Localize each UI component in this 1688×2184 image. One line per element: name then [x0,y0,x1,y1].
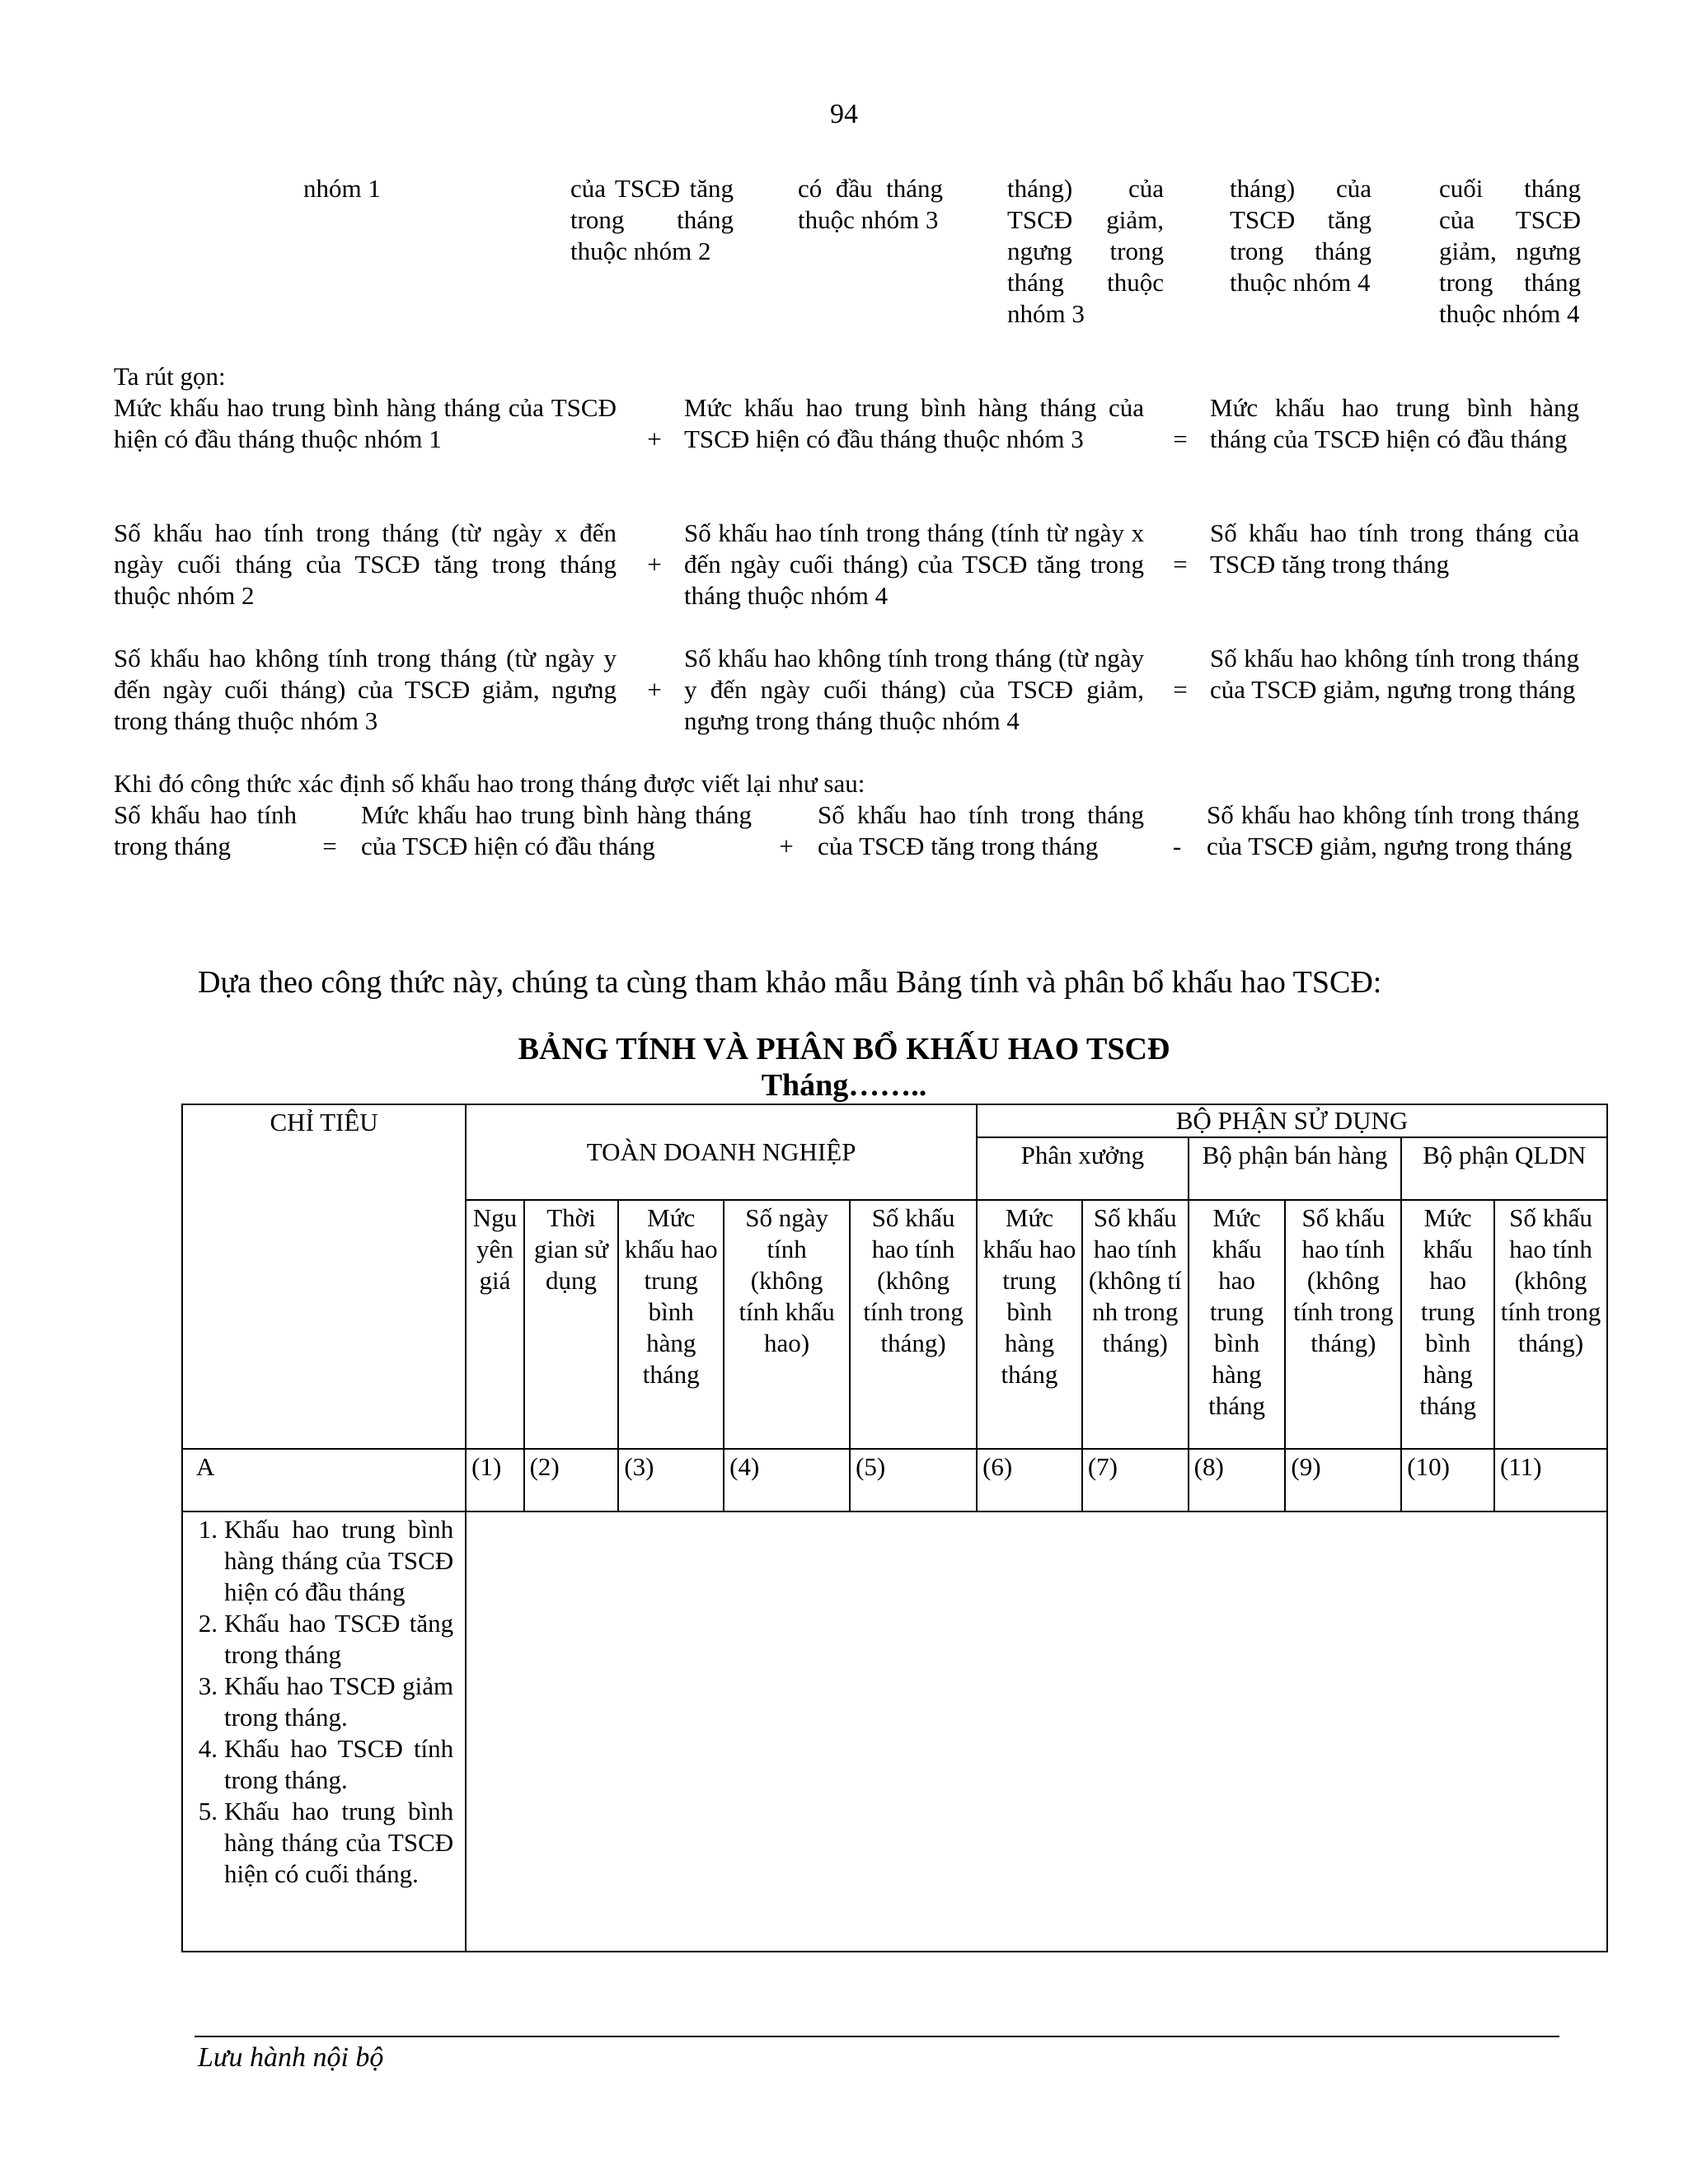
code-7: (7) [1082,1449,1189,1511]
formula-term-4: Số khấu hao không tính trong tháng của TSCĐ giảm, ngưng trong tháng [1207,800,1579,860]
eq2-equals: = [1173,550,1188,579]
header-bo-phan-su-dung: BỘ PHẬN SỬ DỤNG [977,1104,1607,1137]
col-head-1: Nguyên giá [466,1200,523,1449]
eq1-plus: + [647,424,662,453]
top-row-col-6: cuối tháng của TSCĐ giảm, ngưng trong tháng thuộc nhóm 4 [1439,174,1581,328]
depreciation-table [181,1104,1608,1952]
code-1: (1) [466,1449,523,1511]
eq3-plus: + [647,675,662,704]
formula-term-3: Số khấu hao tính trong tháng của TSCĐ tăng trong tháng [818,800,1144,860]
indicator-list [193,1514,453,1890]
code-8: (8) [1189,1449,1286,1511]
col-head-4: Số ngày tính (không tính khấu hao) [724,1200,850,1449]
eq1-left: Mức khấu hao trung bình hàng tháng của TSCĐ hiện có đầu tháng thuộc nhóm 1 [114,393,617,453]
code-2: (2) [524,1449,619,1511]
eq3-right: Số khấu hao không tính trong tháng của TSCĐ giảm, ngưng trong tháng [1210,644,1579,704]
indicator-item-4: 4. Khấu hao TSCĐ tính trong tháng. [198,1734,454,1794]
eq2-right: Số khấu hao tính trong tháng của TSCĐ tăng trong tháng [1210,518,1579,579]
table-subtitle: Tháng…….. [761,1068,927,1103]
eq3-left: Số khấu hao không tính trong tháng (từ ngày y đến ngày cuối tháng) của TSCĐ giảm, ngưng trong tháng thuộc nhóm 3 [114,644,617,735]
code-5: (5) [850,1449,977,1511]
top-row-col-5: tháng) của TSCĐ tăng trong tháng thuộc nhóm 4 [1230,174,1372,297]
empty-data-area [466,1511,1607,1952]
footer-text: Lưu hành nội bộ [198,2042,384,2073]
code-3: (3) [618,1449,724,1511]
formula-plus: + [779,832,794,860]
eq2-plus: + [647,550,662,579]
formula-intro: Khi đó công thức xác định số khấu hao trong tháng được viết lại như sau: [114,769,865,798]
formula-term-1: Số khấu hao tính trong tháng [114,800,297,860]
indicator-list-cell [182,1511,466,1952]
code-11: (11) [1494,1449,1607,1511]
header-bo-phan-qldn: Bộ phận QLDN [1401,1137,1607,1200]
eq2-mid: Số khấu hao tính trong tháng (tính từ ngày x đến ngày cuối tháng) của TSCĐ tăng trong tháng thuộc nhóm 4 [684,518,1144,610]
code-6: (6) [977,1449,1082,1511]
indicator-item-5: 5. Khấu hao trung bình hàng tháng của TSCĐ hiện có cuối tháng. [198,1797,454,1888]
code-a: A [182,1449,466,1511]
col-head-3: Mức khấu hao trung bình hàng tháng [618,1200,724,1449]
formula-minus: - [1172,832,1182,860]
col-head-9: Số khấu hao tính (không tính trong tháng) [1285,1200,1401,1449]
code-10: (10) [1401,1449,1494,1511]
col-head-8: Mức khấu hao trung bình hàng tháng [1189,1200,1286,1449]
top-row-col-1: nhóm 1 [303,174,381,203]
col-head-6: Mức khấu hao trung bình hàng tháng [977,1200,1082,1449]
formula-equals: = [322,832,337,860]
formula-term-2: Mức khấu hao trung bình hàng tháng của TSCĐ hiện có đầu tháng [361,800,752,860]
indicator-item-1: 1. Khấu hao trung bình hàng tháng của TSCĐ hiện có đầu tháng [198,1515,454,1606]
eq1-equals: = [1173,424,1188,453]
col-head-5: Số khấu hao tính (không tính trong tháng) [850,1200,977,1449]
page-number: 94 [830,99,858,129]
footer-divider [195,2036,1559,2037]
indicator-item-3: 3. Khấu hao TSCĐ giảm trong tháng. [198,1671,454,1732]
top-row-col-2: của TSCĐ tăng trong tháng thuộc nhóm 2 [570,174,734,265]
indicator-item-2: 2. Khấu hao TSCĐ tăng trong tháng [198,1609,454,1669]
intro-sentence: Dựa theo công thức này, chúng ta cùng tham khảo mẫu Bảng tính và phân bổ khấu hao TSCĐ: [198,965,1382,1000]
eq1-mid: Mức khấu hao trung bình hàng tháng của TSCĐ hiện có đầu tháng thuộc nhóm 3 [684,393,1144,453]
table-title: BẢNG TÍNH VÀ PHÂN BỔ KHẤU HAO TSCĐ [518,1032,1170,1066]
header-toan-doanh-nghiep: TOÀN DOANH NGHIỆP [466,1104,977,1200]
col-head-10: Mức khấu hao trung bình hàng tháng [1401,1200,1494,1449]
top-row-col-4: tháng) của TSCĐ giảm, ngưng trong tháng thuộc nhóm 3 [1007,174,1164,328]
code-9: (9) [1285,1449,1401,1511]
eq3-equals: = [1173,675,1188,704]
top-row-col-3: có đầu tháng thuộc nhóm 3 [798,174,943,234]
eq1-right: Mức khấu hao trung bình hàng tháng của TSCĐ hiện có đầu tháng [1210,393,1579,453]
eq3-mid: Số khấu hao không tính trong tháng (từ ngày y đến ngày cuối tháng) của TSCĐ giảm, ngưng trong tháng thuộc nhóm 4 [684,644,1144,735]
col-head-11: Số khấu hao tính (không tính trong tháng) [1494,1200,1607,1449]
header-bo-phan-ban-hang: Bộ phận bán hàng [1189,1137,1402,1200]
eq2-left: Số khấu hao tính trong tháng (từ ngày x đến ngày cuối tháng của TSCĐ tăng trong tháng thuộc nhóm 2 [114,518,617,610]
col-head-2: Thời gian sử dụng [524,1200,619,1449]
reduce-label: Ta rút gọn: [114,362,226,391]
header-phan-xuong: Phân xưởng [977,1137,1189,1200]
code-4: (4) [724,1449,850,1511]
col-head-7: Số khấu hao tính (không tính trong tháng) [1082,1200,1189,1449]
header-chi-tieu: CHỈ TIÊU [182,1104,466,1449]
